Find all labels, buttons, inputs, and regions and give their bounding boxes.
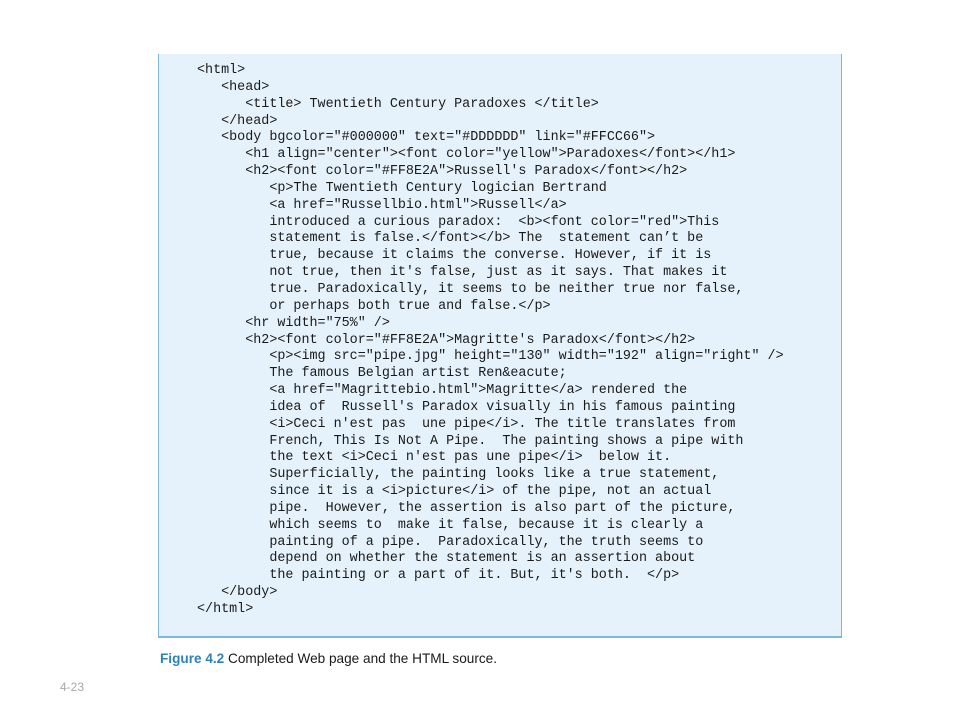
code-line: true. Paradoxically, it seems to be neither true nor false, bbox=[197, 281, 744, 297]
code-line: <p><img src="pipe.jpg" height="130" width="192" align="right" /> bbox=[197, 349, 784, 365]
code-line: the text <i>Ceci n'est pas une pipe</i> below it. bbox=[197, 450, 672, 466]
code-line: <hr width="75%" /> bbox=[197, 315, 390, 331]
code-line: <p>The Twentieth Century logician Bertrand bbox=[197, 180, 607, 196]
code-line: <title> Twentieth Century Paradoxes </title> bbox=[197, 96, 599, 112]
code-line: which seems to make it false, because it is clearly a bbox=[197, 517, 704, 533]
code-line: true, because it claims the converse. However, if it is bbox=[197, 248, 712, 264]
figure-caption-text: Completed Web page and the HTML source. bbox=[228, 651, 498, 666]
code-line: The famous Belgian artist Ren&eacute; bbox=[197, 366, 567, 382]
code-line: </body> bbox=[197, 585, 278, 601]
code-line: idea of Russell's Paradox visually in his famous painting bbox=[197, 399, 736, 415]
code-line: Superficially, the painting looks like a true statement, bbox=[197, 467, 720, 483]
code-line: <h2><font color="#FF8E2A">Russell's Paradox</font></h2> bbox=[197, 164, 688, 180]
code-line: <html> bbox=[197, 63, 246, 78]
code-line: <body bgcolor="#000000" text="#DDDDDD" link="#FFCC66"> bbox=[197, 130, 656, 146]
code-line: since it is a <i>picture</i> of the pipe, not an actual bbox=[197, 484, 712, 500]
code-line: depend on whether the statement is an assertion about bbox=[197, 551, 696, 567]
code-line: <i>Ceci n'est pas une pipe</i>. The title translates from bbox=[197, 416, 736, 432]
code-line: not true, then it's false, just as it says. That makes it bbox=[197, 265, 728, 281]
figure-caption bbox=[160, 651, 497, 666]
code-line: <a href="Russellbio.html">Russell</a> bbox=[197, 197, 567, 213]
code-line: <a href="Magrittebio.html">Magritte</a> rendered the bbox=[197, 383, 688, 399]
code-line: statement is false.</font></b> The statement can’t be bbox=[197, 231, 704, 247]
code-line: the painting or a part of it. But, it's both. </p> bbox=[197, 568, 680, 584]
code-line: pipe. However, the assertion is also part of the picture, bbox=[197, 500, 736, 516]
html-source-code bbox=[197, 63, 784, 619]
figure-caption-label: Figure 4.2 bbox=[160, 651, 225, 666]
html-source-panel bbox=[158, 54, 842, 638]
code-line: <h2><font color="#FF8E2A">Magritte's Paradox</font></h2> bbox=[197, 332, 696, 348]
code-line: or perhaps both true and false.</p> bbox=[197, 298, 551, 314]
code-line: French, This Is Not A Pipe. The painting shows a pipe with bbox=[197, 433, 744, 449]
code-line: </head> bbox=[197, 113, 278, 129]
code-line: <head> bbox=[197, 79, 270, 95]
slide-number: 4-23 bbox=[60, 680, 85, 694]
code-line: painting of a pipe. Paradoxically, the truth seems to bbox=[197, 534, 704, 550]
code-line: <h1 align="center"><font color="yellow">Paradoxes</font></h1> bbox=[197, 147, 736, 163]
code-line: introduced a curious paradox: <b><font color="red">This bbox=[197, 214, 720, 230]
code-line: </html> bbox=[197, 602, 254, 617]
